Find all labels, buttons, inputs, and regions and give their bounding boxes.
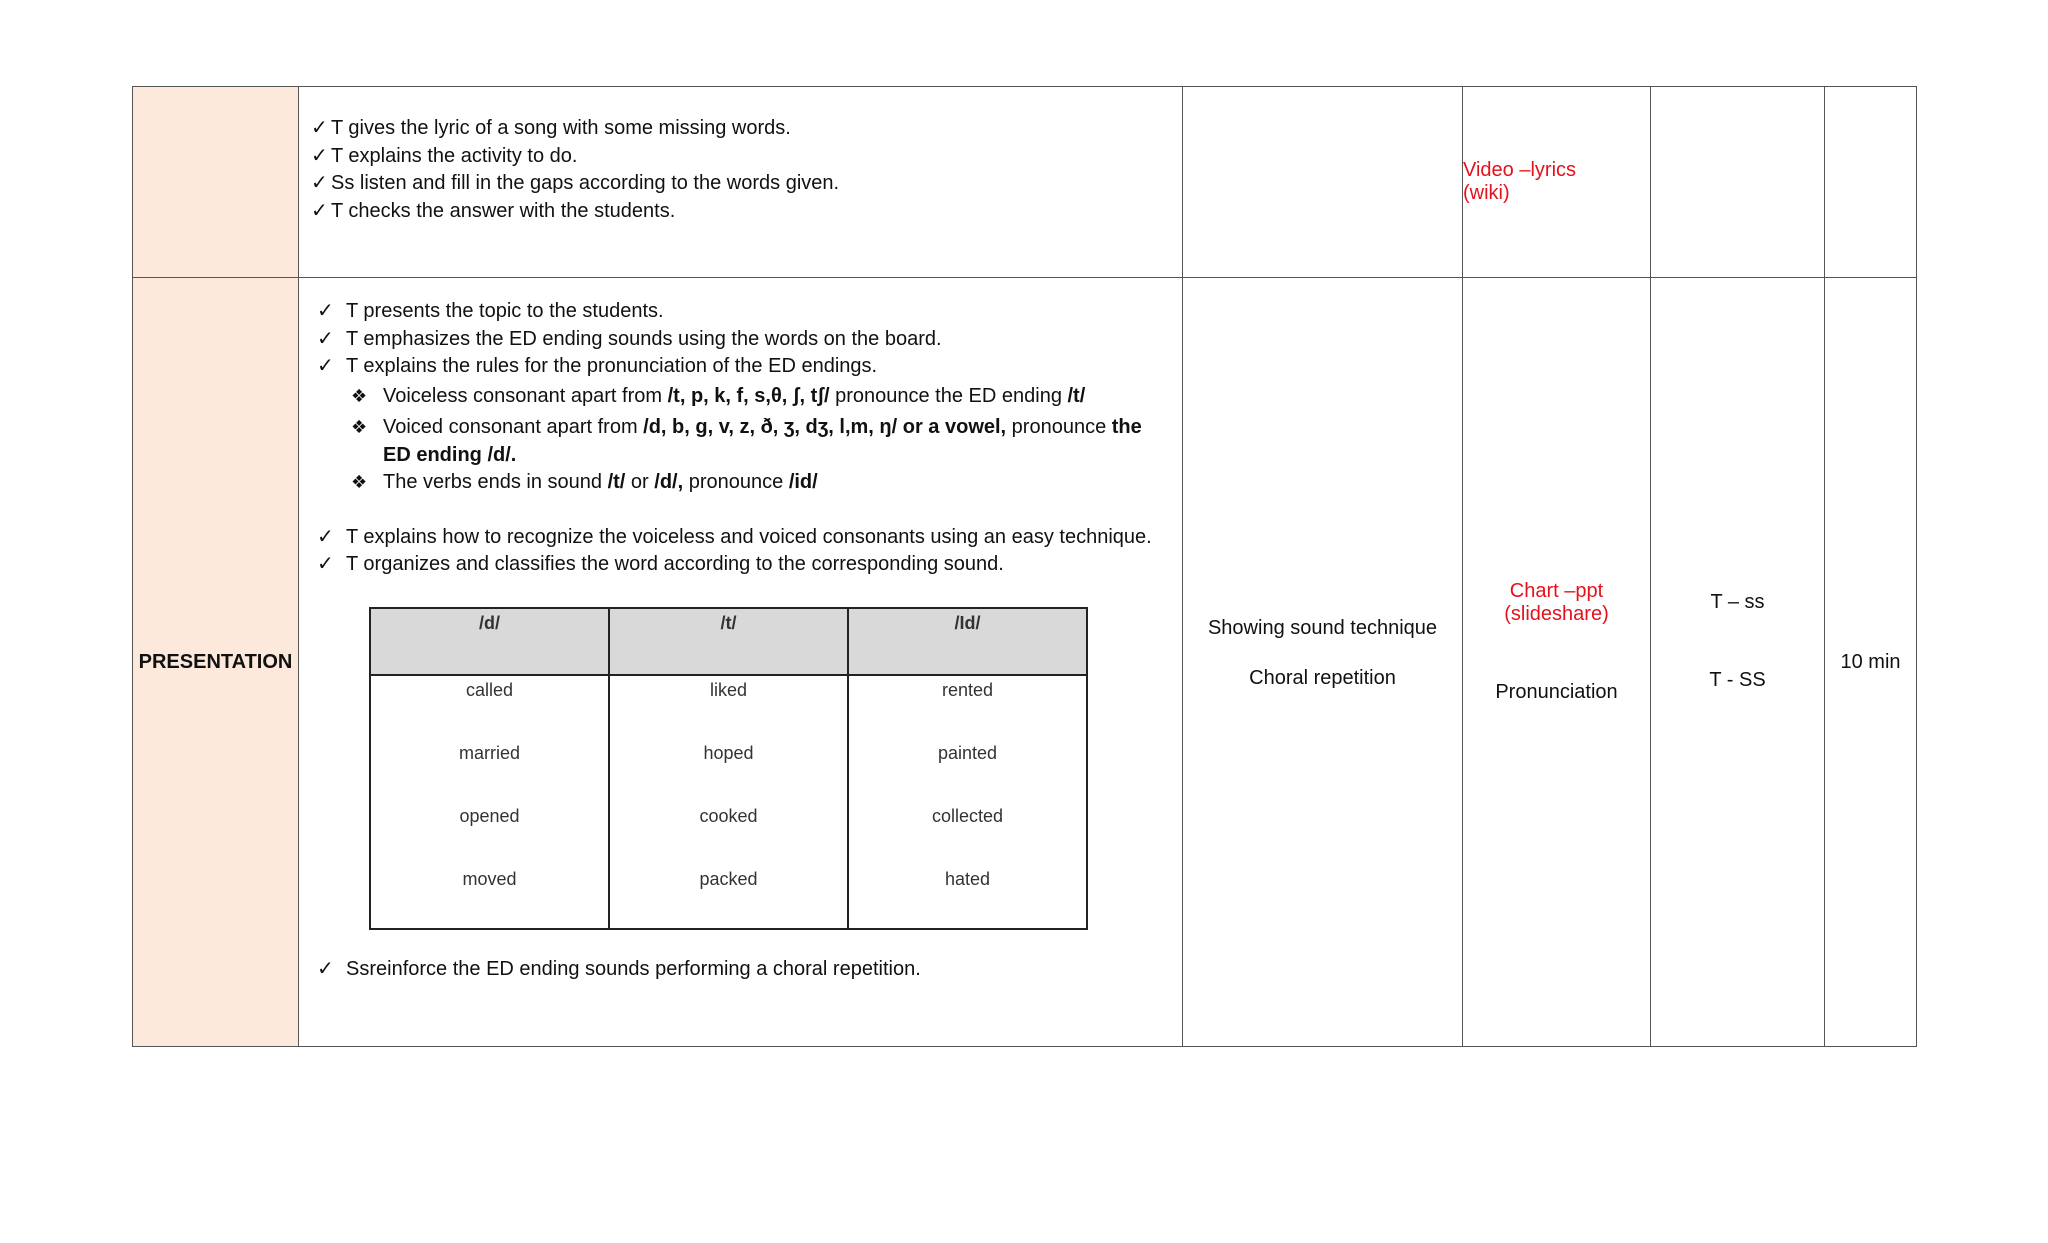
stage-cell — [133, 87, 299, 278]
technique-item: Choral repetition — [1249, 666, 1396, 689]
list-item: ✓ T explains the rules for the pronunciation of the ED endings. — [317, 353, 1182, 381]
activity-list — [299, 87, 1182, 225]
rule-t-d-ending: ❖ The verbs ends in sound /t/ or /d/, pronounce /id/ — [351, 469, 1182, 497]
diamond-bullet-icon: ❖ — [351, 417, 368, 437]
table-row — [370, 865, 1087, 929]
table-cell: rented — [848, 675, 1087, 739]
table-cell: called — [370, 675, 609, 739]
list-item: ✓ T explains how to recognize the voiceless and voiced consonants using an easy technique. — [317, 524, 1182, 552]
interaction-cell — [1651, 87, 1825, 278]
lesson-plan-table — [132, 86, 1917, 1047]
lesson-row-presentation — [133, 278, 1917, 1047]
column-header: /t/ — [609, 608, 848, 675]
table-cell: married — [370, 739, 609, 802]
list-item: ✓ Ss listen and fill in the gaps according to the words given. — [311, 170, 1182, 198]
resources-cell — [1463, 87, 1651, 278]
diamond-bullet-icon: ❖ — [351, 472, 368, 492]
activity-list — [299, 956, 1182, 984]
time-cell: 10 min — [1825, 278, 1917, 1047]
resource-source: (slideshare) — [1504, 603, 1609, 625]
resource-label: Chart –ppt — [1509, 580, 1604, 602]
list-item: ✓ T gives the lyric of a song with some missing words. — [311, 115, 1182, 143]
activities-cell — [299, 87, 1183, 278]
check-icon: ✓ — [311, 199, 328, 222]
interaction-item: T - SS — [1709, 668, 1766, 691]
activity-list — [299, 298, 1182, 381]
table-row — [370, 675, 1087, 739]
table-cell: moved — [370, 865, 609, 929]
table-header-row — [370, 608, 1087, 675]
table-cell: painted — [848, 739, 1087, 802]
table-cell: opened — [370, 802, 609, 865]
list-item: ✓ T organizes and classifies the word according to the corresponding sound. — [317, 551, 1182, 579]
time-cell — [1825, 87, 1917, 278]
table-cell: liked — [609, 675, 848, 739]
table-row — [370, 739, 1087, 802]
table-cell: hated — [848, 865, 1087, 929]
resource-label: Video –lyrics — [1463, 159, 1577, 181]
activity-list — [299, 524, 1182, 579]
check-icon: ✓ — [317, 553, 334, 575]
check-icon: ✓ — [317, 957, 334, 980]
list-item: ✓ T presents the topic to the students. — [317, 298, 1182, 326]
check-icon: ✓ — [311, 144, 328, 167]
table-cell: cooked — [609, 802, 848, 865]
technique-cell — [1183, 87, 1463, 278]
table-cell: packed — [609, 865, 848, 929]
table-row — [370, 802, 1087, 865]
interaction-cell — [1651, 278, 1825, 1047]
check-icon: ✓ — [317, 355, 334, 377]
interaction-item: T – ss — [1710, 590, 1765, 613]
list-item: ✓ T explains the activity to do. — [311, 143, 1182, 171]
resource-source: (wiki) — [1463, 182, 1510, 204]
stage-cell: PRESENTATION — [133, 278, 299, 1047]
check-icon: ✓ — [311, 172, 328, 194]
check-icon: ✓ — [317, 300, 334, 322]
list-item: ✓ T checks the answer with the students. — [311, 198, 1182, 226]
resource-topic: Pronunciation — [1495, 681, 1618, 703]
diamond-bullet-icon: ❖ — [351, 385, 368, 406]
technique-cell — [1183, 278, 1463, 1047]
column-header: /Id/ — [848, 608, 1087, 675]
ed-sounds-table — [369, 607, 1088, 930]
list-item: ✓ T emphasizes the ED ending sounds using the words on the board. — [317, 326, 1182, 354]
resources-cell — [1463, 278, 1651, 1047]
check-icon: ✓ — [317, 525, 334, 548]
check-icon: ✓ — [311, 117, 328, 139]
rule-voiced: ❖ Voiced consonant apart from /d, b, g, v, z, ð, ʒ, dʒ, l,m, ŋ/ or a vowel, pronounce the ED ending /d/. — [351, 416, 1142, 466]
list-item: ✓ Ssreinforce the ED ending sounds performing a choral repetition. — [317, 956, 1182, 984]
check-icon: ✓ — [317, 327, 334, 350]
rules-list — [299, 383, 1182, 497]
table-cell: collected — [848, 802, 1087, 865]
technique-item: Showing sound technique — [1207, 616, 1438, 639]
table-cell: hoped — [609, 739, 848, 802]
lesson-row-warmup — [133, 87, 1917, 278]
column-header: /d/ — [370, 608, 609, 675]
rule-voiceless: ❖ Voiceless consonant apart from /t, p, k, f, s,θ, ʃ, tʃ/ pronounce the ED ending /t/ — [351, 383, 1182, 411]
activities-cell — [299, 278, 1183, 1047]
